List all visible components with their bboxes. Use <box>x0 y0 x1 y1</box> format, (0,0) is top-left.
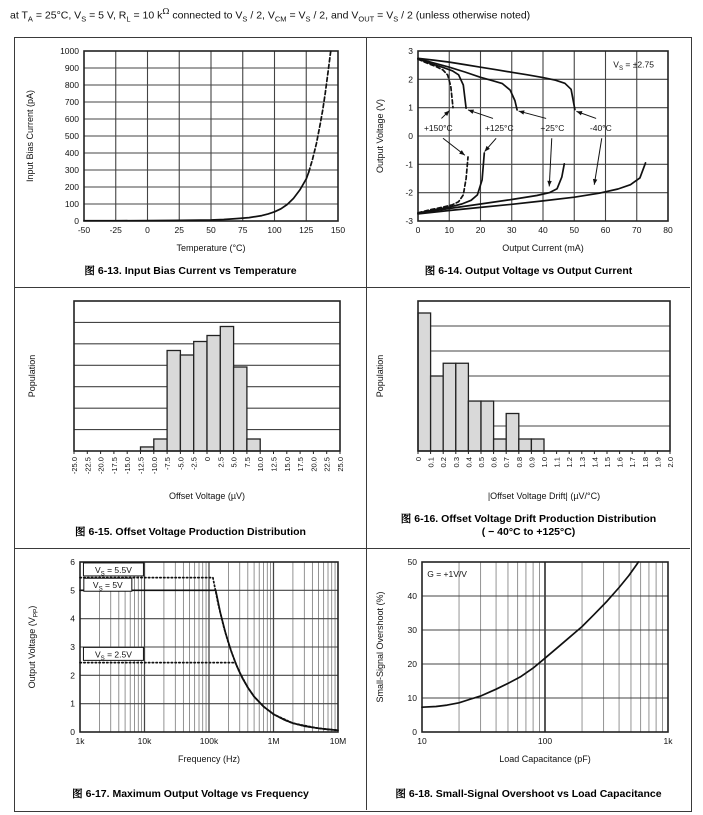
svg-text:100: 100 <box>64 199 79 209</box>
svg-text:20.0: 20.0 <box>308 457 318 472</box>
svg-text:25.0: 25.0 <box>335 457 345 472</box>
svg-text:17.5: 17.5 <box>295 457 305 472</box>
svg-text:700: 700 <box>64 97 79 107</box>
svg-text:0: 0 <box>73 216 79 226</box>
svg-text:-12.5: -12.5 <box>136 457 145 475</box>
svg-text:-25.0: -25.0 <box>69 457 79 475</box>
svg-text:-2: -2 <box>404 187 413 198</box>
svg-text:VS = 5V: $V_S = 5V$ <box>92 580 123 593</box>
svg-text:20: 20 <box>475 225 485 235</box>
svg-text:Load Capacitance (pF): Load Capacitance (pF) <box>498 754 591 764</box>
svg-text:G = +1V/V: G = +1V/V <box>426 568 467 579</box>
svg-text:100k: 100k <box>199 736 218 746</box>
svg-text:Population: Population <box>26 354 37 398</box>
figure-icon: 图 <box>424 265 436 277</box>
svg-text:5: 5 <box>69 585 75 596</box>
svg-text:VS = ±2.75: $V_S = \pm 2.75$ <box>612 59 654 73</box>
svg-text:1.2: 1.2 <box>564 457 574 468</box>
svg-text:40: 40 <box>537 225 548 235</box>
figure-caption-text: 6-16. Offset Voltage Drift Production Distribution <box>414 512 657 525</box>
svg-text:Population: Population <box>374 354 385 398</box>
svg-text:0.4: 0.4 <box>463 457 473 468</box>
svg-text:-5.0: -5.0 <box>175 457 185 470</box>
svg-text:Small-Signal Overshoot (%): Small-Signal Overshoot (%) <box>374 591 385 703</box>
svg-text:-7.5: -7.5 <box>162 457 172 470</box>
svg-text:0.9: 0.9 <box>526 457 536 468</box>
fig-6-14-svg <box>372 43 686 265</box>
svg-text:1000: 1000 <box>59 46 79 56</box>
svg-text:1.1: 1.1 <box>552 457 562 468</box>
svg-text:40: 40 <box>407 591 417 601</box>
svg-text:0.8: 0.8 <box>514 457 524 468</box>
figure-6-15-cell <box>15 288 367 549</box>
fig-6-13-svg <box>22 43 360 265</box>
svg-text:70: 70 <box>631 225 641 235</box>
fig-6-16-svg <box>372 293 686 505</box>
svg-text:2.0: 2.0 <box>665 457 675 468</box>
svg-text:0.1: 0.1 <box>426 457 436 468</box>
chart-input-bias-current-vs-temperature <box>22 43 360 265</box>
svg-text:-50: -50 <box>77 225 90 235</box>
figure-caption-text: 6-15. Offset Voltage Production Distribution <box>88 525 306 538</box>
svg-text:3: 3 <box>69 642 75 652</box>
svg-text:-17.5: -17.5 <box>109 457 119 475</box>
svg-text:1M: 1M <box>267 736 279 746</box>
svg-text:900: 900 <box>64 63 79 73</box>
svg-text:0: 0 <box>413 457 423 462</box>
fig-6-15-svg <box>24 293 358 505</box>
svg-text:150: 150 <box>330 225 345 235</box>
svg-text:1: 1 <box>69 698 75 709</box>
figure-6-16-cell <box>367 288 690 549</box>
svg-text:400: 400 <box>64 148 79 158</box>
svg-text:1k: 1k <box>663 736 672 746</box>
series-overshoot-G1 <box>422 562 638 707</box>
figure-caption-text: 6-13. Input Bias Current vs Temperature <box>97 265 297 277</box>
figure-6-16-caption <box>401 513 656 539</box>
svg-text:1.6: 1.6 <box>615 457 625 468</box>
svg-text:Output Current (mA): Output Current (mA) <box>501 243 584 253</box>
svg-text:-20.0: -20.0 <box>96 457 106 475</box>
figure-6-15-caption <box>75 526 306 539</box>
figure-icon: 图 <box>72 787 83 800</box>
svg-text:2.5: 2.5 <box>215 457 225 468</box>
chart-offset-voltage-distribution <box>24 293 358 505</box>
svg-text:800: 800 <box>64 80 79 90</box>
figure-icon: 图 <box>84 265 95 277</box>
svg-text:-40°C: -40°C <box>589 123 612 134</box>
svg-text:2: 2 <box>407 74 413 85</box>
series-+25C-source <box>418 59 517 110</box>
svg-text:1.9: 1.9 <box>652 457 662 468</box>
figure-6-14-caption <box>425 265 633 278</box>
svg-text:6: 6 <box>69 557 75 567</box>
svg-text:-1: -1 <box>404 159 413 170</box>
svg-text:1.7: 1.7 <box>627 457 637 468</box>
figure-icon: 图 <box>400 512 412 525</box>
figure-caption-line2: ( − 40°C to +125°C) <box>481 525 576 538</box>
figure-icon: 图 <box>395 787 406 800</box>
svg-text:4: 4 <box>69 613 75 624</box>
figure-6-17-cell <box>15 549 367 810</box>
figure-6-18-caption <box>395 788 661 801</box>
svg-text:+125°C: +125°C <box>484 123 514 134</box>
svg-text:-25: -25 <box>109 225 122 235</box>
svg-text:Output Voltage (V): Output Voltage (V) <box>374 98 385 174</box>
svg-text:200: 200 <box>64 182 79 192</box>
chart-output-voltage-vs-output-current <box>372 43 686 265</box>
svg-text:|Offset Voltage Drift| (µV/°C): |Offset Voltage Drift| (µV/°C) <box>487 491 600 501</box>
chart-overshoot-vs-load-capacitance <box>372 554 686 776</box>
svg-text:-3: -3 <box>404 216 413 226</box>
svg-text:15.0: 15.0 <box>282 457 292 472</box>
figure-icon: 图 <box>75 525 86 538</box>
svg-text:50: 50 <box>407 557 417 567</box>
svg-text:100: 100 <box>537 736 552 746</box>
svg-text:7.5: 7.5 <box>242 457 252 468</box>
svg-text:3: 3 <box>407 46 413 56</box>
svg-text:-22.5: -22.5 <box>82 457 92 475</box>
svg-text:0.5: 0.5 <box>476 457 486 468</box>
figure-6-14-cell <box>367 38 690 288</box>
figure-6-17-caption <box>72 788 309 801</box>
svg-text:0.3: 0.3 <box>451 457 461 468</box>
svg-text:20: 20 <box>407 659 417 669</box>
svg-text:1k: 1k <box>75 736 84 746</box>
svg-text:10M: 10M <box>329 736 346 746</box>
svg-text:Offset Voltage (µV): Offset Voltage (µV) <box>168 491 245 501</box>
svg-text:30: 30 <box>407 625 417 635</box>
svg-text:10: 10 <box>416 736 427 746</box>
svg-text:Output Voltage (VPP): Output Voltage $(V_{PP})$ <box>26 605 39 689</box>
svg-text:50: 50 <box>569 225 579 235</box>
figure-caption-text: 6-18. Small-Signal Overshoot vs Load Capacitance <box>408 787 662 800</box>
svg-text:25: 25 <box>174 225 184 235</box>
svg-text:5.0: 5.0 <box>229 457 239 468</box>
svg-text:-10.0: -10.0 <box>149 457 159 475</box>
chart-offset-voltage-drift-distribution <box>372 293 686 505</box>
svg-text:0.6: 0.6 <box>489 457 499 468</box>
svg-text:600: 600 <box>64 114 79 124</box>
svg-text:VS = 5.5V: $V_S = 5.5V$ <box>94 564 132 578</box>
svg-text:0: 0 <box>411 727 417 737</box>
svg-text:22.5: 22.5 <box>322 457 332 472</box>
figure-caption-text: 6-14. Output Voltage vs Output Current <box>438 265 633 277</box>
svg-text:12.5: 12.5 <box>269 457 278 472</box>
svg-text:0.2: 0.2 <box>438 457 448 468</box>
svg-text:Input Bias Current (pA): Input Bias Current (pA) <box>24 89 35 183</box>
svg-text:0.7: 0.7 <box>501 457 511 468</box>
svg-text:1.8: 1.8 <box>640 457 650 468</box>
svg-text:-2.5: -2.5 <box>189 457 199 470</box>
svg-text:-15.0: -15.0 <box>122 457 132 475</box>
figure-caption-text: 6-17. Maximum Output Voltage vs Frequency <box>85 787 309 800</box>
svg-text:1.3: 1.3 <box>577 457 587 468</box>
svg-text:10: 10 <box>444 225 454 235</box>
svg-text:60: 60 <box>600 225 610 235</box>
test-conditions-header: at $T_A = 25^\circ C$, $V_S = 5$ V, $R_L = 10$ $k^\Omega$ connected to $V_S / 2$, $V_{CM} = V_S / 2$, and $V_{OUT} = V_S / 2$ (unless otherwise noted) <box>10 7 531 24</box>
fig-6-18-svg <box>372 554 686 776</box>
svg-text:Frequency (Hz): Frequency (Hz) <box>177 754 240 764</box>
svg-text:80: 80 <box>662 225 673 235</box>
svg-text:2: 2 <box>69 670 75 681</box>
chart-max-output-voltage-vs-frequency <box>24 554 358 776</box>
svg-text:1.4: 1.4 <box>589 457 599 468</box>
svg-text:0: 0 <box>69 727 75 737</box>
svg-text:75: 75 <box>237 225 247 235</box>
fig-6-17-svg <box>24 554 358 776</box>
svg-text:300: 300 <box>64 165 79 175</box>
svg-text:10: 10 <box>407 693 417 703</box>
svg-text:125: 125 <box>298 225 313 235</box>
series-+125C-source <box>418 59 466 108</box>
charts-grid <box>14 37 692 812</box>
svg-text:50: 50 <box>205 225 216 235</box>
svg-text:Temperature (°C): Temperature (°C) <box>175 243 246 253</box>
series-input-bias-current-solid <box>84 172 309 221</box>
figure-6-18-cell <box>367 549 690 810</box>
svg-text:10k: 10k <box>137 736 151 746</box>
svg-text:1: 1 <box>407 102 413 113</box>
figure-6-13-cell <box>15 38 367 288</box>
svg-text:0: 0 <box>202 457 212 462</box>
svg-text:0: 0 <box>144 225 150 235</box>
figure-6-13-caption <box>84 265 296 278</box>
svg-text:+150°C: +150°C <box>423 123 453 134</box>
svg-text:0: 0 <box>415 225 420 235</box>
svg-text:1.5: 1.5 <box>602 457 612 468</box>
series-input-bias-current-dashed <box>308 51 330 172</box>
svg-text:+25°C: +25°C <box>539 123 564 134</box>
svg-text:100: 100 <box>266 225 282 235</box>
svg-text:500: 500 <box>64 131 79 141</box>
svg-text:10.0: 10.0 <box>255 457 265 472</box>
svg-text:1.0: 1.0 <box>539 457 549 468</box>
svg-text:30: 30 <box>506 225 516 235</box>
svg-text:0: 0 <box>407 131 413 141</box>
svg-text:VS = 2.5V: $V_S = 2.5V$ <box>94 649 132 662</box>
